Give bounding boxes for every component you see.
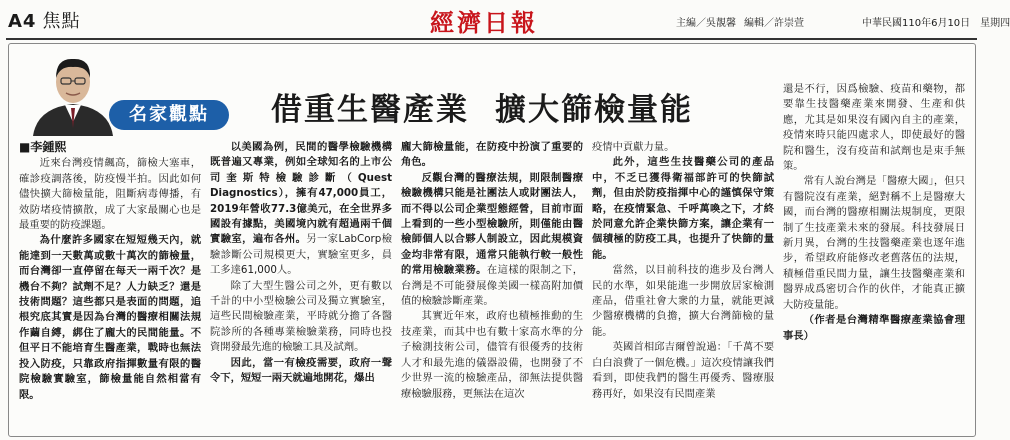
- editor-credits: [676, 14, 812, 29]
- paragraph: 疫情中貢獻力量。: [592, 141, 675, 153]
- author-byline: ■李鍾熙: [19, 140, 67, 154]
- text-column-3: [401, 140, 583, 402]
- paragraph: 近來台灣疫情飆高，篩檢大塞車，確診疫調落後，防疫慢半拍。因此如何儘快擴大篩檢量能，阻斷病毒傳播，有效防堵疫情擴散，成了大家最關心也是最重要的防疫課題。: [19, 157, 201, 232]
- text-column-5: [783, 82, 965, 344]
- headline: [271, 84, 693, 129]
- paragraph: 此外，這些生技醫藥公司的產品中，不乏已獲得衛福部許可的快篩試劑，但由於防疫指揮中心的謹慎保守策略，在疫情緊急、千呼萬喚之下，才終於同意允許企業快篩方案，讓企業有一個積極的防疫工具，也提升了快篩的量能。: [592, 156, 774, 261]
- paragraph: 還是不行，因爲檢驗、疫苗和藥物，都要靠生技醫藥產業來開發、生產和供應，尤其是如果沒有國內自主的產業，疫情來時只能四處求人，即使最好的醫院和醫生，沒有疫苗和試劑也是束手無策。: [783, 83, 965, 173]
- text-column-2: [210, 140, 392, 387]
- headline-part2: 擴大篩檢量能: [495, 92, 693, 128]
- editor-chief: 主編／吳靚馨: [676, 18, 736, 29]
- headline-part1: 借重生醫產業: [271, 92, 469, 128]
- paragraph: 常有人說台灣是「醫療大國」，但只有醫院沒有產業，絕對稱不上是醫療大國，而台灣的醫療相關法規制度，更限制了生技產業未來的發展。科技發展日新月異，台灣的生技醫藥產業也逐年進步，希望政府能修改老舊落伍的法規，積極借重民間力量，讓生技醫藥產業和醫界成爲密切合作的伙伴，才能真正擴大防疫量能。: [783, 175, 965, 311]
- text-column-4: [592, 140, 774, 402]
- author-footnote: （作者是台灣精準醫療產業協會理事長）: [783, 314, 965, 342]
- paragraph: 以美國為例，民間的醫學檢驗機構既普遍又專業，例如全球知名的上市公司奎斯特檢驗診斷（Quest Diagnostics），擁有47,000員工，2019年營收77.3億美元，在全世界多國設有據點，美國境內就有超過兩千個實驗室，遍布各州。另一家LabCorp檢驗診斷公司規模更大，實驗室更多，員工多達61,000人。: [210, 141, 393, 277]
- text-column-1: [19, 140, 201, 403]
- masthead-logo: 經濟日報: [430, 8, 538, 37]
- paragraph: 因此，當一有檢疫需要，政府一聲令下，短短一兩天就遍地開花，爆出: [210, 356, 392, 385]
- paragraph: 當然，以目前科技的進步及台灣人民的水準，如果能進一步開放居家檢測產品，借重社會大衆的力量，就能更減少醫療機構的負擔，擴大台灣篩檢的量能。: [592, 264, 774, 338]
- paragraph: 為什麼許多國家在短短幾天內，就能達到一天數萬或數十萬次的篩檢量，而台灣卻一直停留在每天一兩千次？是機台不夠？試劑不足？人力缺乏？還是技術問題？這些都只是表面的問題，追根究底其實是因為台灣的醫療相關法規作繭自縛，綁住了龐大的民間能量。不但平日不能培育生醫產業，戰時也無法投入防疫，只靠政府指揮數量有限的醫院檢驗實驗室，篩檢量能自然相當有限。: [19, 234, 201, 401]
- editor: 編輯／許崇萱: [744, 18, 804, 29]
- paragraph: 除了大型生醫公司之外，更有數以千計的中小型檢驗公司及獨立實驗室，這些民間檢驗產業，平時就分擔了各醫院診所的各種專業檢驗業務，同時也投資開發最先進的檢驗工具及試劑。: [210, 279, 392, 354]
- header-divider: [6, 38, 977, 40]
- author-portrait: [23, 48, 123, 136]
- page-number: A4 焦點: [8, 11, 81, 32]
- section-name: 焦點: [42, 11, 81, 32]
- newspaper-header: [0, 0, 1010, 38]
- article-box: [8, 43, 976, 437]
- paragraph: 英國首相邱吉爾曾說過：「千萬不要白白浪費了一個危機。」這次疫情讓我們看到，即使我們的醫生再優秀、醫療服務再好，如果沒有民間產業: [592, 341, 774, 400]
- paragraph: 龐大篩檢量能，在防疫中扮演了重要的角色。: [401, 141, 583, 169]
- column-badge: 名家觀點: [109, 100, 229, 130]
- paragraph: 其實近年來，政府也積極推動的生技產業，而其中也有數十家高水準的分子檢測技術公司，儘管有很優秀的技術人才和最先進的儀器設備，也開發了不少世界一流的檢驗產品，卻無法提供醫療檢驗服務，更無法在這次: [401, 310, 583, 400]
- paragraph: 反觀台灣的醫療法規，則限制醫療檢驗機構只能是社團法人或財團法人，而不得以公司企業型態經營，目前市面上看到的一些小型檢驗所，則僅能由醫檢師個人以合夥人制設立，因此規模資金均非常有限，通常只能執行較一般性的常用檢驗業務。在這樣的限制之下，台灣是不可能發展像美國一樣高附加價值的檢驗診斷產業。: [401, 171, 584, 308]
- publish-date: 中華民國110年6月10日 星期四: [862, 18, 1010, 29]
